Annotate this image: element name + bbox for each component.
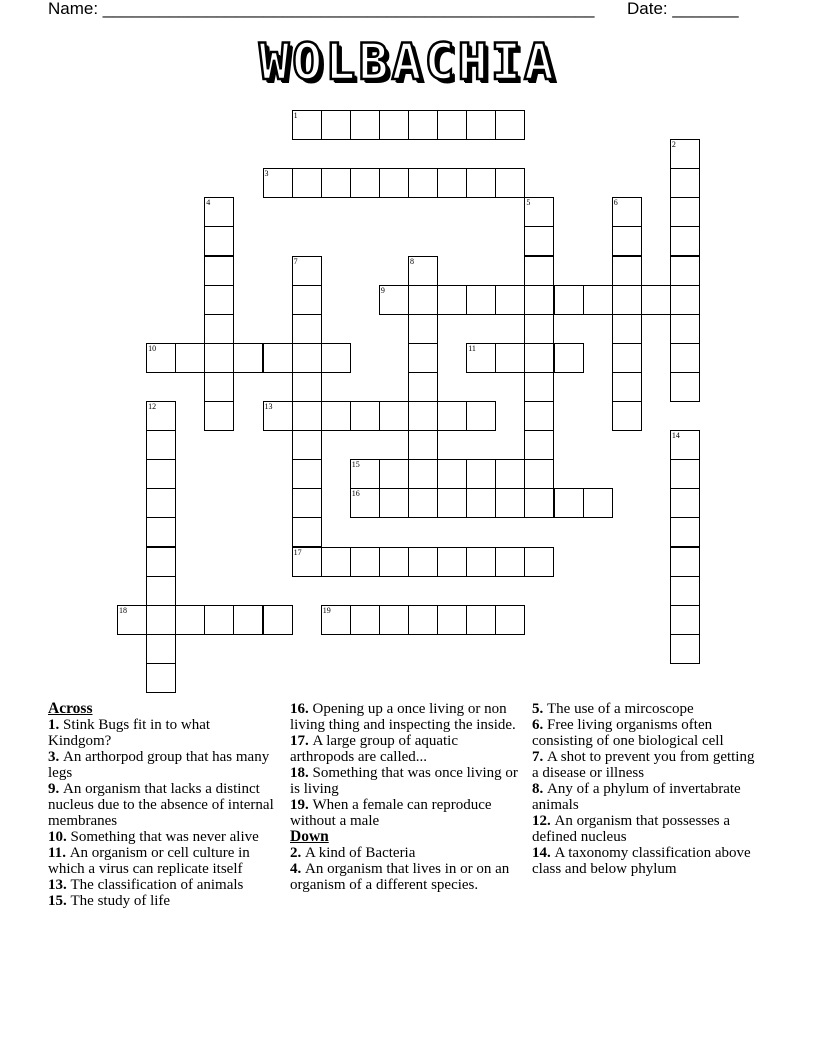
clue-item-number: 18 [290, 765, 305, 781]
grid-cell[interactable] [233, 343, 263, 373]
grid-cell[interactable] [321, 401, 351, 431]
clue-item: 12. An organism that possesses a defined nucleus [532, 813, 731, 845]
grid-cell[interactable] [670, 226, 700, 256]
grid-cell[interactable] [670, 314, 700, 344]
grid-cell[interactable] [292, 343, 322, 373]
grid-cell[interactable] [495, 547, 525, 577]
clue-item: 19. When a female can reproduce without a male [290, 797, 492, 829]
clues-column-2 [290, 701, 518, 893]
clue-number: 12 [148, 402, 157, 411]
grid-cell[interactable] [379, 401, 409, 431]
grid-cell[interactable] [408, 430, 438, 460]
grid-cell[interactable] [437, 168, 467, 198]
grid-cell[interactable] [408, 168, 438, 198]
clue-item-text: A kind of Bacteria [305, 845, 416, 861]
clue-item-number: 17 [290, 733, 305, 749]
grid-cell[interactable] [321, 110, 351, 140]
grid-cell[interactable] [670, 547, 700, 577]
grid-cell[interactable] [350, 488, 380, 518]
clue-item-text: Free living organisms often consisting of one biological cell [532, 717, 724, 749]
clue-number: 3 [264, 169, 269, 179]
grid-cell[interactable] [670, 459, 700, 489]
clue-item-number: 3 [48, 749, 56, 765]
grid-cell[interactable] [204, 256, 234, 286]
grid-cell[interactable] [204, 343, 234, 373]
grid-cell[interactable] [204, 605, 234, 635]
grid-cell[interactable] [437, 488, 467, 518]
clue-number: 4 [206, 198, 211, 208]
grid-cell[interactable] [146, 488, 176, 518]
clue-item: 11. An organism or cell culture in which a virus can replicate itself [48, 845, 250, 877]
grid-cell[interactable] [466, 285, 496, 315]
grid-cell[interactable] [466, 168, 496, 198]
clues-column-1 [48, 701, 276, 909]
grid-cell[interactable] [524, 430, 554, 460]
grid-cell[interactable] [670, 197, 700, 227]
clue-number: 19 [322, 605, 331, 615]
grid-cell[interactable] [437, 401, 467, 431]
clue-item: 10. Something that was never alive [48, 829, 259, 845]
date-field[interactable]: Date: _______ [627, 0, 739, 18]
clue-item-number: 16 [290, 701, 305, 717]
clue-item-number: 13 [48, 877, 63, 893]
clue-item-number: 6 [532, 717, 540, 733]
clue-item: 3. An arthorpod group that has many legs [48, 749, 270, 781]
grid-cell[interactable] [292, 110, 322, 140]
grid-cell[interactable] [495, 343, 525, 373]
grid-cell[interactable] [379, 547, 409, 577]
grid-cell[interactable] [670, 285, 700, 315]
clue-item-number: 12 [532, 813, 547, 829]
grid-cell[interactable] [583, 285, 613, 315]
clue-item-text: An organism that lacks a distinct nucleus due to the absence of internal membranes [48, 781, 274, 829]
grid-cell[interactable] [292, 314, 322, 344]
grid-cell[interactable] [292, 285, 322, 315]
clue-item: 16. Opening up a once living or non living thing and inspecting the inside. [290, 701, 516, 733]
clue-number: 13 [264, 402, 273, 411]
grid-cell[interactable] [670, 256, 700, 286]
grid-cell[interactable] [437, 605, 467, 635]
clue-item-number: 8 [532, 781, 540, 797]
page-title: WOLBACHIA [259, 33, 557, 91]
grid-cell[interactable] [350, 401, 380, 431]
grid-cell[interactable] [524, 401, 554, 431]
clue-item-text: A large group of aquatic arthropods are called... [290, 733, 459, 765]
clue-item-number: 14 [532, 845, 547, 861]
grid-cell[interactable] [495, 285, 525, 315]
clue-section-heading: Across [48, 700, 93, 717]
clue-item-text: The use of a mircoscope [547, 701, 694, 717]
clue-item-number: 1 [48, 717, 56, 733]
clue-item-text: An organism or cell culture in which a virus can replicate itself [48, 845, 250, 877]
grid-cell[interactable] [292, 488, 322, 518]
grid-cell[interactable] [524, 372, 554, 402]
grid-cell[interactable] [350, 605, 380, 635]
grid-cell[interactable] [146, 547, 176, 577]
grid-cell[interactable] [204, 372, 234, 402]
grid-cell[interactable] [408, 343, 438, 373]
grid-cell[interactable] [292, 256, 322, 286]
grid-cell[interactable] [437, 459, 467, 489]
grid-cell[interactable] [554, 343, 584, 373]
grid-cell[interactable] [146, 430, 176, 460]
grid-cell[interactable] [437, 547, 467, 577]
grid-cell[interactable] [350, 110, 380, 140]
grid-cell[interactable] [408, 459, 438, 489]
grid-cell[interactable] [612, 401, 642, 431]
grid-cell[interactable] [670, 139, 700, 169]
grid-cell[interactable] [670, 168, 700, 198]
clue-item-number: 2 [290, 845, 298, 861]
grid-cell[interactable] [670, 430, 700, 460]
clue-number: 5 [526, 198, 531, 208]
clue-item: 9. An organism that lacks a distinct nucleus due to the absence of internal membranes [48, 781, 274, 829]
clue-number: 11 [468, 343, 476, 353]
clue-number: 17 [293, 547, 302, 557]
grid-cell[interactable] [379, 168, 409, 198]
grid-cell[interactable] [524, 488, 554, 518]
grid-cell[interactable] [263, 401, 293, 431]
grid-cell[interactable] [495, 488, 525, 518]
clue-item-text: A taxonomy classification above class and below phylum [532, 845, 751, 877]
clue-item: 2. A kind of Bacteria [290, 845, 416, 861]
grid-cell[interactable] [495, 168, 525, 198]
clue-item-number: 7 [532, 749, 540, 765]
grid-cell[interactable] [612, 343, 642, 373]
grid-cell[interactable] [379, 488, 409, 518]
clue-item: 6. Free living organisms often consisting of one biological cell [532, 717, 724, 749]
clue-number: 2 [671, 140, 676, 150]
clue-item: 8. Any of a phylum of invertabrate animals [532, 781, 741, 813]
clue-item-text: The study of life [70, 893, 171, 909]
clue-item-text: An organism that lives in or on an organism of a different species. [290, 861, 510, 893]
clue-item: 13. The classification of animals [48, 877, 244, 893]
grid-cell[interactable] [408, 256, 438, 286]
grid-cell[interactable] [204, 285, 234, 315]
grid-cell[interactable] [204, 226, 234, 256]
clue-number: 15 [351, 460, 360, 470]
clue-item: 5. The use of a mircoscope [532, 701, 694, 717]
clue-item: 1. Stink Bugs fit in to what Kindgom? [48, 717, 211, 749]
clue-number: 9 [380, 285, 385, 295]
grid-cell[interactable] [670, 634, 700, 664]
clue-number: 1 [293, 111, 298, 120]
grid-cell[interactable] [263, 168, 293, 198]
clue-item: 7. A shot to prevent you from getting a disease or illness [532, 749, 755, 781]
grid-cell[interactable] [292, 430, 322, 460]
grid-cell[interactable] [524, 197, 554, 227]
grid-cell[interactable] [612, 372, 642, 402]
clue-item-text: An organism that possesses a defined nucleus [532, 813, 731, 845]
grid-cell[interactable] [175, 343, 205, 373]
grid-cell[interactable] [408, 605, 438, 635]
grid-cell[interactable] [321, 343, 351, 373]
grid-cell[interactable] [437, 285, 467, 315]
grid-cell[interactable] [495, 605, 525, 635]
grid-cell[interactable] [146, 517, 176, 547]
grid-cell[interactable] [233, 605, 263, 635]
grid-cell[interactable] [292, 168, 322, 198]
clue-number: 6 [613, 198, 618, 208]
clue-number: 14 [671, 431, 680, 441]
grid-cell[interactable] [554, 488, 584, 518]
grid-cell[interactable] [350, 168, 380, 198]
grid-cell[interactable] [612, 197, 642, 227]
grid-cell[interactable] [670, 343, 700, 373]
grid-cell[interactable] [321, 605, 351, 635]
grid-cell[interactable] [612, 226, 642, 256]
grid-cell[interactable] [554, 285, 584, 315]
clue-item-text: Something that was once living or is living [290, 765, 518, 797]
grid-cell[interactable] [670, 517, 700, 547]
clue-item: 17. A large group of aquatic arthropods are called... [290, 733, 459, 765]
grid-cell[interactable] [379, 285, 409, 315]
grid-cell[interactable] [524, 459, 554, 489]
grid-cell[interactable] [466, 459, 496, 489]
clue-item-text: A shot to prevent you from getting a disease or illness [532, 749, 755, 781]
grid-cell[interactable] [408, 285, 438, 315]
grid-cell[interactable] [466, 343, 496, 373]
grid-cell[interactable] [583, 488, 613, 518]
grid-cell[interactable] [670, 372, 700, 402]
grid-cell[interactable] [524, 547, 554, 577]
clue-item-text: When a female can reproduce without a male [290, 797, 492, 829]
clue-number: 8 [410, 256, 414, 266]
grid-cell[interactable] [466, 110, 496, 140]
clue-number: 18 [119, 605, 127, 615]
grid-cell[interactable] [495, 110, 525, 140]
grid-cell[interactable] [292, 459, 322, 489]
grid-cell[interactable] [263, 605, 293, 635]
grid-cell[interactable] [146, 343, 176, 373]
grid-cell[interactable] [466, 488, 496, 518]
grid-cell[interactable] [292, 547, 322, 577]
clue-section-heading: Down [290, 828, 329, 845]
grid-cell[interactable] [670, 605, 700, 635]
grid-cell[interactable] [408, 488, 438, 518]
grid-cell[interactable] [524, 285, 554, 315]
clue-item-text: The classification of animals [70, 877, 244, 893]
clue-item: 15. The study of life [48, 893, 171, 909]
grid-cell[interactable] [204, 197, 234, 227]
grid-cell[interactable] [379, 110, 409, 140]
grid-cell[interactable] [263, 343, 293, 373]
grid-cell[interactable] [612, 314, 642, 344]
clues-column-3 [532, 701, 762, 877]
grid-cell[interactable] [292, 517, 322, 547]
grid-cell[interactable] [146, 459, 176, 489]
name-field[interactable]: Name: ____________________________________________________ [48, 0, 595, 18]
grid-cell[interactable] [408, 401, 438, 431]
clue-item-number: 9 [48, 781, 56, 797]
grid-cell[interactable] [175, 605, 205, 635]
grid-cell[interactable] [437, 110, 467, 140]
grid-cell[interactable] [146, 576, 176, 606]
grid-cell[interactable] [292, 372, 322, 402]
grid-cell[interactable] [466, 401, 496, 431]
grid-cell[interactable] [146, 634, 176, 664]
grid-cell[interactable] [408, 372, 438, 402]
grid-cell[interactable] [117, 605, 147, 635]
grid-cell[interactable] [379, 605, 409, 635]
clue-item-number: 4 [290, 861, 298, 877]
grid-cell[interactable] [146, 663, 176, 693]
grid-cell[interactable] [670, 488, 700, 518]
clue-number: 7 [293, 256, 298, 266]
clue-item: 18. Something that was once living or is living [290, 765, 518, 797]
grid-cell[interactable] [408, 110, 438, 140]
grid-cell[interactable] [466, 605, 496, 635]
clue-number: 10 [148, 343, 157, 353]
grid-cell[interactable] [466, 547, 496, 577]
clue-item-text: Something that was never alive [70, 829, 259, 845]
grid-cell[interactable] [292, 401, 322, 431]
grid-cell[interactable] [524, 226, 554, 256]
clue-number: 16 [351, 489, 360, 499]
clue-item-number: 11 [48, 845, 63, 861]
grid-cell[interactable] [204, 401, 234, 431]
grid-cell[interactable] [379, 459, 409, 489]
grid-cell[interactable] [524, 314, 554, 344]
clue-item: 4. An organism that lives in or on an organism of a different species. [290, 861, 510, 893]
clue-item-text: Opening up a once living or non living thing and inspecting the inside. [290, 701, 516, 733]
grid-cell[interactable] [146, 401, 176, 431]
clue-item-text: Stink Bugs fit in to what Kindgom? [48, 717, 211, 749]
grid-cell[interactable] [641, 285, 671, 315]
grid-cell[interactable] [408, 547, 438, 577]
clue-item-number: 5 [532, 701, 540, 717]
grid-cell[interactable] [204, 314, 234, 344]
grid-cell[interactable] [612, 285, 642, 315]
grid-cell[interactable] [408, 314, 438, 344]
grid-cell[interactable] [612, 256, 642, 286]
grid-cell[interactable] [321, 547, 351, 577]
clue-item-number: 10 [48, 829, 63, 845]
clue-item-number: 19 [290, 797, 305, 813]
grid-cell[interactable] [495, 459, 525, 489]
grid-cell[interactable] [321, 168, 351, 198]
clue-item-number: 15 [48, 893, 63, 909]
clue-item-text: An arthorpod group that has many legs [48, 749, 270, 781]
clue-item: 14. A taxonomy classification above class and below phylum [532, 845, 751, 877]
grid-cell[interactable] [350, 547, 380, 577]
grid-cell[interactable] [670, 576, 700, 606]
grid-cell[interactable] [350, 459, 380, 489]
grid-cell[interactable] [524, 256, 554, 286]
grid-cell[interactable] [524, 343, 554, 373]
clue-item-text: Any of a phylum of invertabrate animals [532, 781, 741, 813]
grid-cell[interactable] [146, 605, 176, 635]
